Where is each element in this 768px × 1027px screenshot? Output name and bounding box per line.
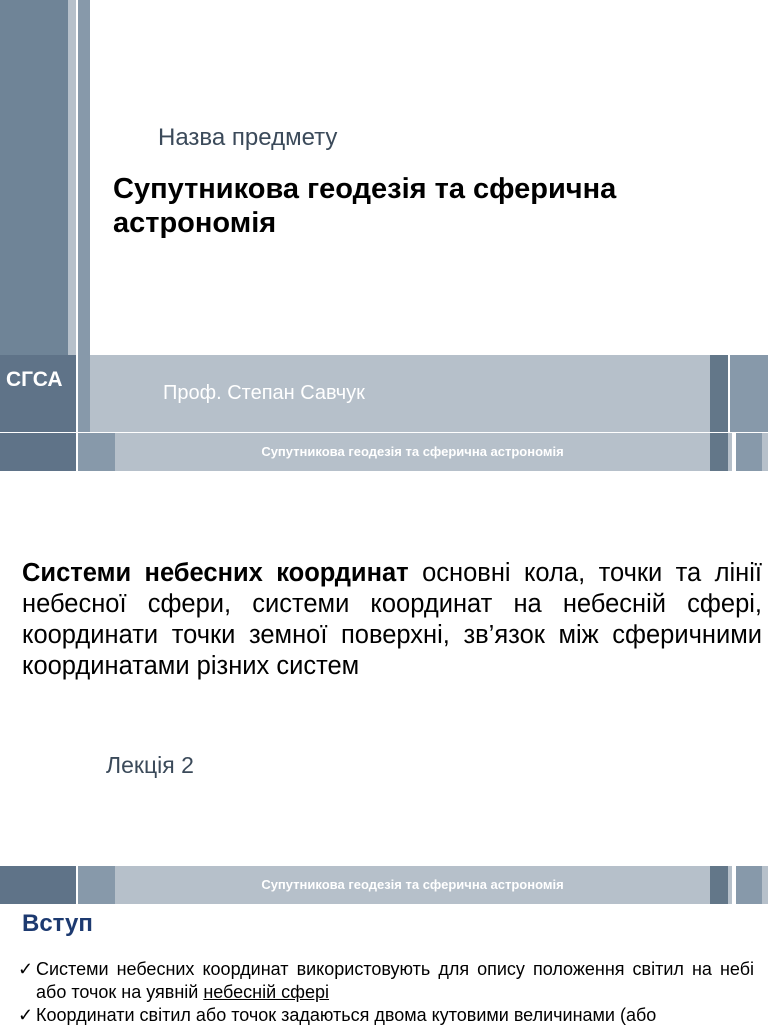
slide3-header-text: Супутникова геодезія та сферична астрономія [261,877,564,892]
header-bar-mid [78,866,116,904]
bullet-text: Системи небесних координат використовують для опису положення світил на небі або точок на уявній [36,959,754,1002]
slide1-title-line2: астрономія [113,207,277,239]
footer-bar-right-2 [728,433,732,471]
author-band-accent [78,355,90,432]
celestial-sphere-link[interactable]: небесній сфері [203,982,330,1002]
slide1-title-line1: Супутникова геодезія та сферична [113,173,617,205]
header-bar-right-2 [728,866,732,904]
bullet-list [18,958,754,1027]
footer-bar-dark [0,433,76,471]
footer-bar-right-1 [710,433,728,471]
bullet-text: Координати світил або точок задаються двома кутовими величинами (або [36,1005,657,1025]
check-icon: ✓ [18,959,34,979]
author-band-right-2 [730,355,768,432]
org-band [0,355,76,432]
slide1-left-bar-dark [0,0,68,355]
subject-label: Назва предмету [158,124,338,151]
footer-bar-mid [78,433,116,471]
slide1-left-bar-light [68,0,76,355]
slide1-title [113,172,733,240]
header-bar-right-4 [762,866,768,904]
intro-heading: Вступ [22,910,93,937]
header-bar-dark [0,866,76,904]
header-bar-right-3 [736,866,762,904]
org-label: СГСА [6,368,63,391]
header-bar-right-1 [710,866,728,904]
lecture-topic [22,558,762,682]
author-band-right-1 [710,355,728,432]
footer-bar-right-3 [736,433,762,471]
slide1-left-bar-mid [78,0,90,355]
list-item [18,958,754,1004]
author-name: Проф. Степан Савчук [163,382,365,404]
topic-description: основні кола, точки та лінії небесної сфери, системи координат на небесній сфері, координати точки земної поверхні, зв’язок між сферичними координатами різних систем [22,559,763,680]
check-icon: ✓ [18,1005,34,1025]
topic-title: Системи небесних координат [22,559,409,587]
footer-bar-right-4 [762,433,768,471]
lecture-number: Лекція 2 [106,752,194,778]
slide1-footer-text: Супутникова геодезія та сферична астрономія [261,444,564,459]
